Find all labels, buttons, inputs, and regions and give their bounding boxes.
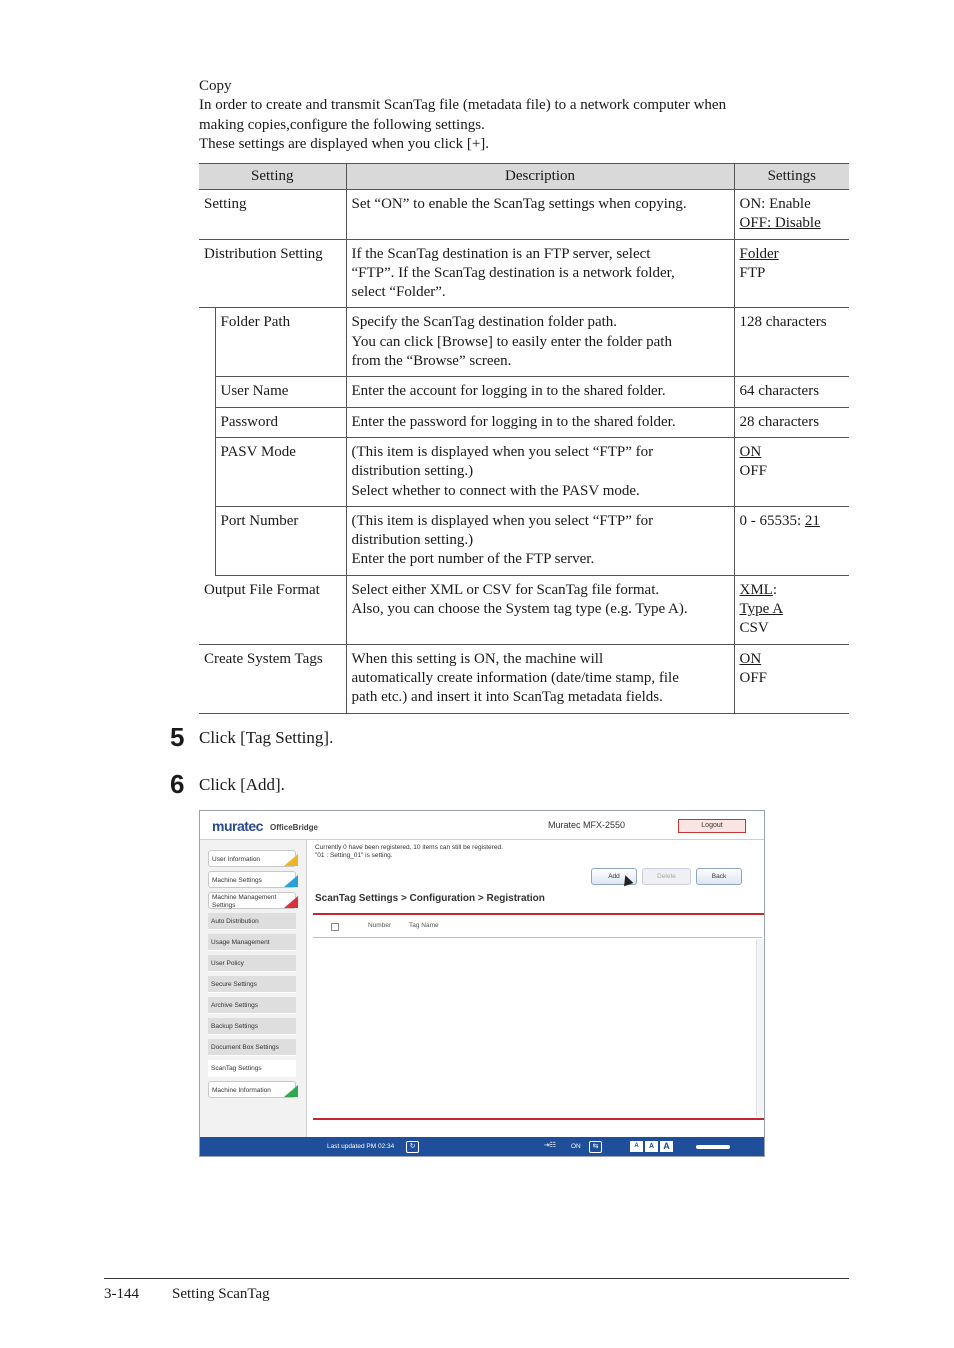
breadcrumb: ScanTag Settings > Configuration > Registration bbox=[315, 893, 545, 904]
setting-cell: PASV Mode bbox=[215, 437, 346, 506]
description-line: Set “ON” to enable the ScanTag settings when copying. bbox=[351, 196, 687, 212]
description-line: distribution setting.) bbox=[351, 463, 474, 480]
settings-value-text: ON: Enable bbox=[739, 196, 811, 212]
settings-value-text: 0 - 65535: bbox=[739, 512, 805, 529]
settings-value-text: 28 characters bbox=[739, 413, 820, 430]
settings-cell bbox=[734, 506, 849, 575]
settings-value-text: OFF: Disable bbox=[739, 215, 821, 232]
table-row bbox=[199, 407, 849, 437]
corner-accent-icon bbox=[284, 1085, 298, 1097]
settings-value-text: XML bbox=[739, 581, 773, 598]
sidebar-item-label: Usage Management bbox=[211, 939, 270, 946]
settings-value bbox=[740, 264, 845, 283]
description-line: “FTP”. If the ScanTag destination is a network folder, bbox=[351, 264, 675, 281]
refresh-icon[interactable]: ↻ bbox=[406, 1141, 419, 1153]
default-value: 21 bbox=[804, 512, 820, 529]
description-cell bbox=[346, 575, 734, 644]
description-line: (This item is displayed when you select “FTP” for bbox=[351, 443, 654, 460]
setting-cell: Password bbox=[215, 407, 346, 437]
settings-value-text: Folder bbox=[739, 245, 779, 262]
header-setting: Setting bbox=[199, 164, 346, 190]
description-line: Select either XML or CSV for ScanTag file format. bbox=[351, 581, 660, 598]
sidebar-item-label: Machine Information bbox=[212, 1087, 271, 1094]
settings-cell bbox=[734, 190, 849, 240]
description-cell bbox=[346, 407, 734, 437]
sidebar-item-scantag-settings[interactable] bbox=[208, 1060, 296, 1077]
table-row bbox=[199, 308, 849, 377]
description-line: If the ScanTag destination is an FTP server, select bbox=[351, 245, 651, 262]
corner-accent-icon bbox=[284, 854, 298, 866]
description-cell bbox=[346, 239, 734, 308]
settings-cell bbox=[734, 239, 849, 308]
table-row bbox=[199, 644, 849, 713]
description-line: Enter the account for logging in to the shared folder. bbox=[351, 383, 666, 400]
logout-button[interactable]: Logout bbox=[678, 819, 746, 833]
description-cell bbox=[346, 190, 734, 240]
delete-button[interactable]: Delete bbox=[642, 868, 691, 885]
settings-cell bbox=[734, 437, 849, 506]
font-small-button[interactable]: A bbox=[630, 1141, 643, 1152]
description-cell bbox=[346, 377, 734, 407]
description-line: automatically create information (date/time stamp, file bbox=[351, 669, 679, 686]
sidebar-item-machine-settings[interactable] bbox=[208, 871, 296, 888]
setting-cell: User Name bbox=[215, 377, 346, 407]
select-all-checkbox[interactable] bbox=[331, 923, 339, 931]
setting-cell: Create System Tags bbox=[199, 644, 346, 713]
sidebar-item-label: Auto Distribution bbox=[211, 918, 259, 925]
switch-icon[interactable]: ⇆ bbox=[589, 1141, 602, 1153]
settings-cell bbox=[734, 644, 849, 713]
description-line: distribution setting.) bbox=[351, 532, 474, 549]
settings-cell bbox=[734, 575, 849, 644]
step-number: 6 bbox=[170, 769, 185, 799]
setting-cell: Distribution Setting bbox=[199, 239, 346, 308]
indent-cell bbox=[199, 407, 215, 437]
settings-value-text: 128 characters bbox=[739, 314, 827, 331]
add-button[interactable]: Add bbox=[591, 868, 637, 885]
info-line: "01 : Setting_01" is setting. bbox=[315, 852, 393, 859]
web-ui-screenshot bbox=[199, 810, 765, 1157]
back-button[interactable]: Back bbox=[696, 868, 742, 885]
step-number: 5 bbox=[170, 722, 185, 752]
page-number: 3-144 bbox=[104, 1286, 139, 1302]
description-line: Also, you can choose the System tag type (e.g. Type A). bbox=[351, 601, 688, 618]
description-cell bbox=[346, 644, 734, 713]
step-text: Click [Add]. bbox=[199, 775, 285, 794]
sidebar-item-user-policy[interactable] bbox=[208, 955, 296, 972]
description-cell bbox=[346, 506, 734, 575]
settings-value bbox=[740, 214, 845, 233]
settings-value-text: ON bbox=[739, 650, 762, 667]
settings-value bbox=[740, 462, 845, 481]
sidebar-item-label: Archive Settings bbox=[211, 1002, 258, 1009]
table-row bbox=[199, 377, 849, 407]
header-divider bbox=[313, 937, 762, 938]
setting-cell: Output File Format bbox=[199, 575, 346, 644]
officebridge-logo: OfficeBridge bbox=[270, 823, 319, 832]
settings-value bbox=[740, 313, 845, 332]
description-line: When this setting is ON, the machine will bbox=[351, 650, 604, 667]
sidebar-item-label: ScanTag Settings bbox=[211, 1065, 262, 1072]
column-number: Number bbox=[368, 922, 392, 929]
table-row bbox=[199, 239, 849, 308]
settings-value bbox=[740, 512, 845, 531]
model-name: Muratec MFX-2550 bbox=[548, 820, 626, 830]
top-bar bbox=[200, 811, 764, 840]
table-row bbox=[199, 575, 849, 644]
settings-value bbox=[740, 619, 845, 638]
status-bar bbox=[200, 1137, 764, 1157]
description-line: Select whether to connect with the PASV mode. bbox=[351, 482, 640, 499]
settings-value bbox=[740, 413, 845, 432]
settings-value-text: Type A bbox=[739, 601, 784, 618]
sidebar bbox=[200, 840, 307, 1137]
sidebar-item-archive-settings[interactable] bbox=[208, 997, 296, 1014]
corner-accent-icon bbox=[284, 875, 298, 887]
sidebar-item-document-box-settings[interactable] bbox=[208, 1039, 296, 1056]
divider-top bbox=[313, 913, 764, 915]
step-text: Click [Tag Setting]. bbox=[199, 728, 334, 747]
corner-accent-icon bbox=[284, 896, 298, 908]
description-line: from the “Browse” screen. bbox=[351, 353, 512, 370]
settings-value bbox=[740, 650, 845, 669]
scrollbar[interactable] bbox=[756, 939, 764, 1117]
settings-value-text: OFF bbox=[739, 463, 768, 480]
intro-heading: Copy bbox=[199, 78, 232, 94]
footer-rule bbox=[104, 1278, 849, 1279]
table-row bbox=[199, 190, 849, 240]
settings-value-text: FTP bbox=[739, 264, 766, 281]
registration-info bbox=[315, 844, 503, 860]
description-line: Enter the port number of the FTP server. bbox=[351, 551, 595, 568]
settings-value-text: ON bbox=[739, 443, 762, 460]
sidebar-item-secure-settings[interactable] bbox=[208, 976, 296, 993]
description-cell bbox=[346, 437, 734, 506]
sidebar-item-label: Secure Settings bbox=[211, 981, 257, 988]
settings-value bbox=[740, 581, 845, 600]
description-line: select “Folder”. bbox=[351, 284, 446, 301]
sidebar-item-label: User Information bbox=[212, 856, 261, 863]
settings-value bbox=[740, 245, 845, 264]
setting-cell: Setting bbox=[199, 190, 346, 240]
sidebar-item-label: Machine Settings bbox=[212, 877, 262, 884]
settings-value-text: 64 characters bbox=[739, 383, 820, 400]
table-row bbox=[199, 437, 849, 506]
setting-cell: Folder Path bbox=[215, 308, 346, 377]
sidebar-item-label: Document Box Settings bbox=[211, 1044, 279, 1051]
network-icon: ⇥☷ bbox=[543, 1142, 557, 1149]
font-medium-button[interactable]: A bbox=[645, 1141, 658, 1152]
sidebar-item-label: Machine Management Settings bbox=[212, 894, 277, 909]
value-suffix: : bbox=[772, 581, 778, 598]
status-on: ON bbox=[571, 1143, 581, 1150]
font-large-button[interactable]: A bbox=[660, 1141, 673, 1152]
settings-value-text: OFF bbox=[739, 669, 768, 686]
sidebar-item-backup-settings[interactable] bbox=[208, 1018, 296, 1035]
muratec-logo: muratec bbox=[212, 818, 263, 834]
indent-cell bbox=[199, 377, 215, 407]
indent-cell bbox=[199, 437, 215, 506]
description-line: path etc.) and insert it into ScanTag metadata fields. bbox=[351, 689, 663, 706]
sidebar-item-auto-distribution[interactable] bbox=[208, 913, 296, 930]
sidebar-item-usage-management[interactable] bbox=[208, 934, 296, 951]
settings-value bbox=[740, 669, 845, 688]
settings-value bbox=[740, 600, 845, 619]
intro-text bbox=[199, 77, 839, 154]
settings-value bbox=[740, 443, 845, 462]
info-line: Currently 0 have been registered. 10 items can still be registered. bbox=[315, 844, 503, 851]
intro-line: In order to create and transmit ScanTag file (metadata file) to a network computer when bbox=[199, 97, 727, 114]
sidebar-item-user-information[interactable] bbox=[208, 850, 296, 867]
settings-table bbox=[199, 163, 849, 714]
last-updated: Last updated PM 02:34 bbox=[327, 1143, 395, 1150]
section-title: Setting ScanTag bbox=[172, 1286, 270, 1302]
settings-cell bbox=[734, 377, 849, 407]
sidebar-item-machine-information[interactable] bbox=[208, 1081, 296, 1098]
header-description: Description bbox=[346, 164, 734, 190]
settings-cell bbox=[734, 308, 849, 377]
description-line: You can click [Browse] to easily enter the folder path bbox=[351, 333, 672, 350]
table-row bbox=[199, 506, 849, 575]
settings-value-text: CSV bbox=[739, 620, 769, 637]
table-header-row bbox=[199, 164, 849, 190]
description-line: Specify the ScanTag destination folder path. bbox=[351, 314, 618, 331]
settings-value bbox=[740, 382, 845, 401]
settings-value bbox=[740, 195, 845, 214]
column-tag-name: Tag Name bbox=[409, 922, 439, 929]
setting-cell: Port Number bbox=[215, 506, 346, 575]
description-line: Enter the password for logging in to the shared folder. bbox=[351, 413, 676, 430]
header-settings: Settings bbox=[734, 164, 849, 190]
sidebar-item-label: User Policy bbox=[211, 960, 244, 967]
description-cell bbox=[346, 308, 734, 377]
sidebar-item-machine-management-settings[interactable] bbox=[208, 892, 296, 909]
intro-line: making copies,configure the following settings. bbox=[199, 116, 485, 133]
description-line: (This item is displayed when you select “FTP” for bbox=[351, 512, 654, 529]
sidebar-item-label: Backup Settings bbox=[211, 1023, 258, 1030]
intro-line: These settings are displayed when you click [+]. bbox=[199, 135, 490, 152]
zoom-slider[interactable] bbox=[696, 1145, 730, 1149]
indent-cell bbox=[199, 308, 215, 377]
divider-bottom bbox=[313, 1118, 764, 1120]
settings-cell bbox=[734, 407, 849, 437]
indent-cell bbox=[199, 506, 215, 575]
